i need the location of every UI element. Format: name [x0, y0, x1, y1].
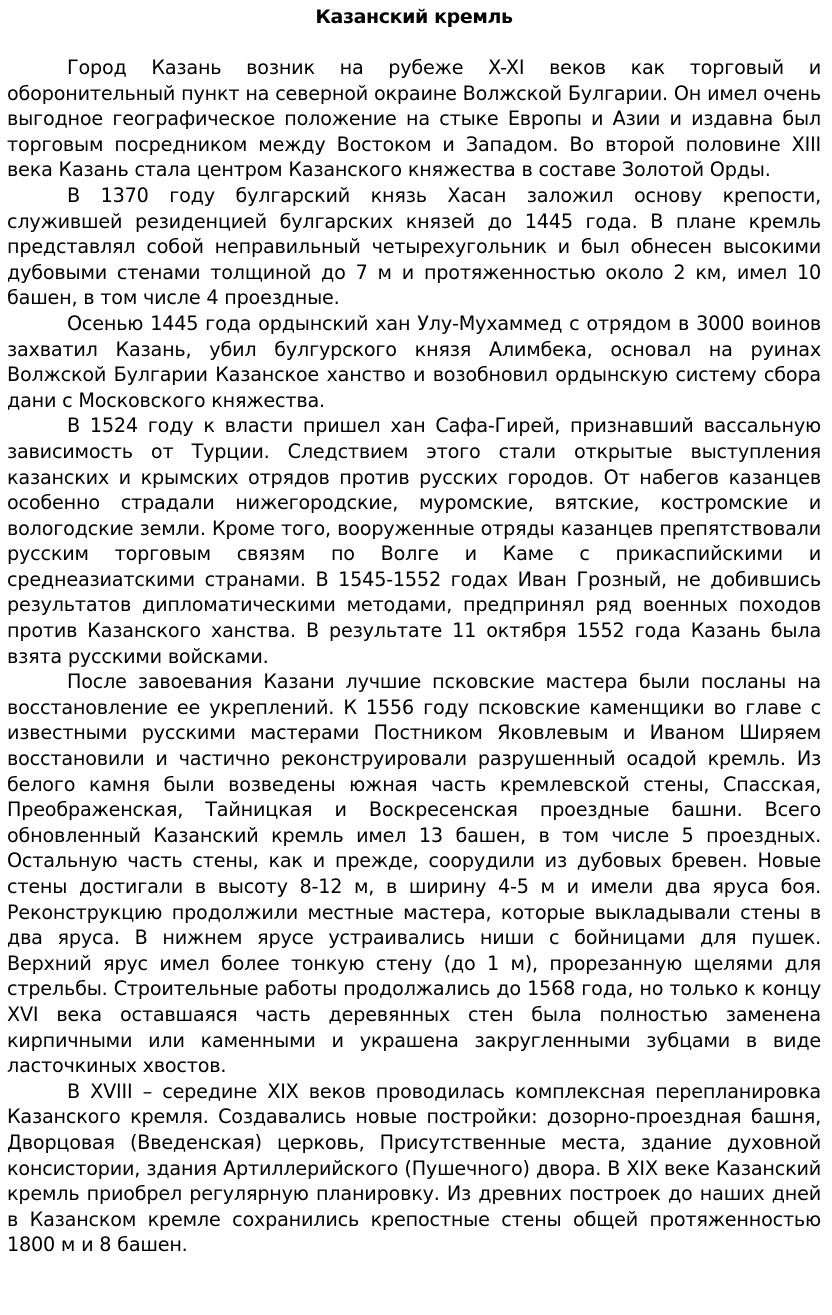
document-title: Казанский кремль: [315, 6, 513, 28]
paragraph-conquest-1552: В 1524 году к власти пришел хан Сафа-Гирей, признавший вассальную зависимость от Турции. Следствием этого стали открытые выступления казанских и крымских отрядов против русских городов. От набегов казанцев особенно страдали нижегородские, муромские, вятские, костромские и вологодские земли. Кроме того, вооруженные отряды казанцев препятствовали русским торговым связям по Волге и Каме с прикаспийскими и среднеазиатскими странами. В 1545-1552 годах Иван Грозный, не добившись результатов дипломатическими методами, предпринял ряд военных походов против Казанского ханства. В результате 11 октября 1552 года Казань была взята русскими войсками.: [7, 414, 821, 668]
paragraph-khanate-1445: Осенью 1445 года ордынский хан Улу-Мухаммед с отрядом в 3000 воинов захватил Казань, убил булгурского князя Алимбека, основал на руинах Волжской Булгарии Казанское ханство и возобновил ордынскую систему сбора дани с Московского княжества.: [7, 311, 821, 412]
paragraph-replanning: В XVIII – середине XIX веков проводилась комплексная перепланировка Казанского кремля. Создавались новые постройки: дозорно-проездная башня, Дворцовая (Введенская) церковь, Присутственные места, здание духовной консистории, здания Артиллерийского (Пушечного) двора. В XIX веке Казанский кремль приобрел регулярную планировку. Из древних построек до наших дней в Казанском кремле сохранились крепостные стены общей протяженностью 1800 м и 8 башен.: [7, 1079, 821, 1257]
paragraph-founding: Город Казань возник на рубеже X-XI веков как торговый и оборонительный пункт на северной окраине Волжской Булгарии. Он имел очень выгодное географическое положение на стыке Европы и Азии и издавна был торговым посредником между Востоком и Западом. Во второй половине XIII века Казань стала центром Казанского княжества в составе Золотой Орды.: [7, 56, 821, 182]
paragraph-fortress-1370: В 1370 году булгарский князь Хасан заложил основу крепости, служившей резиденцией булгарских князей до 1445 года. В плане кремль представлял собой неправильный четырехугольник и был обнесен высокими дубовыми стенами толщиной до 7 м и протяженностью около 2 км, имел 10 башен, в том числе 4 проездные.: [7, 183, 821, 310]
paragraph-reconstruction: После завоевания Казани лучшие псковские мастера были посланы на восстановление ее укреплений. К 1556 году псковские каменщики во главе с известными русскими мастерами Постником Яковлевым и Иваном Ширяем восстановили и частично реконструировали разрушенный осадой кремль. Из белого камня были возведены южная часть кремлевской стены, Спасская, Преображенская, Тайницкая и Воскресенская проездные башни. Всего обновленный Казанский кремль имел 13 башен, в том числе 5 проездных. Остальную часть стены, как и прежде, соорудили из дубовых бревен. Новые стены достигали в высоту 8-12 м, в ширину 4-5 м и имели два яруса боя. Реконструкцию продолжили местные мастера, которые выкладывали стены в два яруса. В нижнем ярусе устраивались ниши с бойницами для пушек. Верхний ярус имел более тонкую стену (до 1 м), прорезанную щелями для стрельбы. Строительные работы продолжались до 1568 года, но только к концу XVI века оставшаяся часть деревянных стен была полностью заменена кирпичными или каменными и украшена закругленными зубцами в виде ласточкиных хвостов.: [7, 670, 821, 1078]
